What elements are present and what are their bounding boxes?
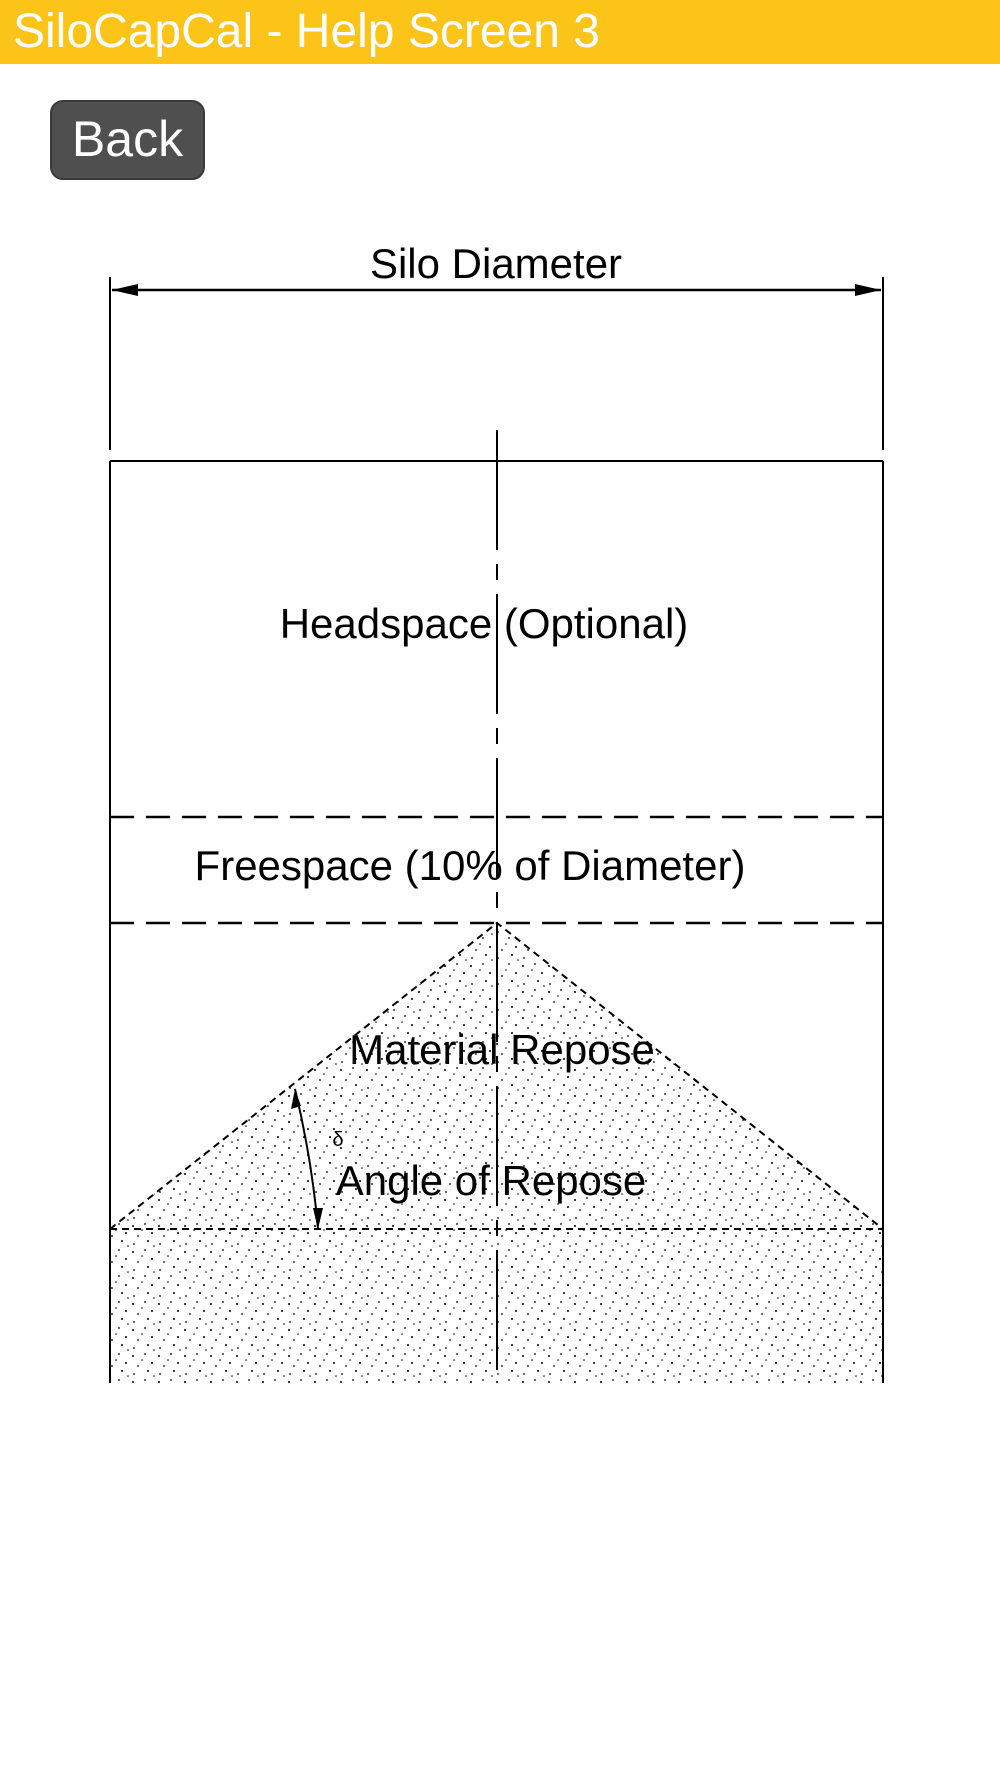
diameter-label: Silo Diameter <box>369 240 623 287</box>
material-repose-label: Material Repose <box>349 1026 655 1073</box>
diameter-arrow-left <box>112 284 138 296</box>
headspace-label: Headspace (Optional) <box>279 600 689 647</box>
freespace-label: Freespace (10% of Diameter) <box>194 842 746 889</box>
page-title: SiloCapCal - Help Screen 3 <box>13 5 600 58</box>
back-button[interactable]: Back <box>50 100 205 180</box>
angle-symbol: δ <box>332 1129 344 1151</box>
diameter-arrow-right <box>855 284 881 296</box>
angle-of-repose-label: Angle of Repose <box>335 1157 647 1204</box>
